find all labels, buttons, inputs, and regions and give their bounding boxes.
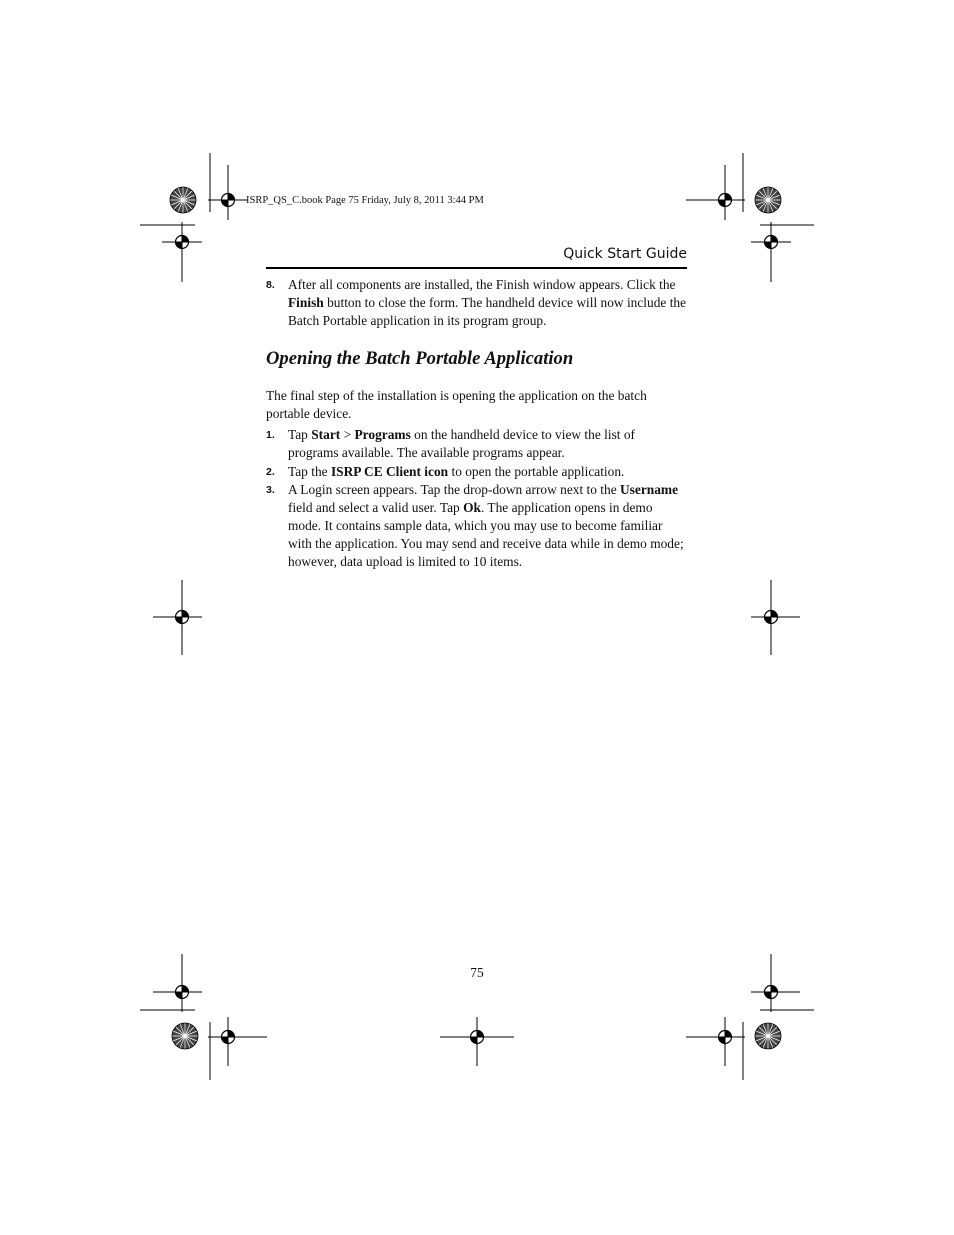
registration-mark-left-lower — [162, 972, 202, 1012]
step-number: 1. — [266, 428, 275, 441]
starburst-mark-bottom-left — [172, 1023, 198, 1049]
running-head: Quick Start Guide — [563, 246, 687, 262]
starburst-mark-bottom-right — [755, 1023, 781, 1049]
step-number: 2. — [266, 465, 275, 478]
step-text: A Login screen appears. Tap the drop-down arrow next to the Username field and select a valid user. Tap Ok. The application opens in demo mode. It contains sample data, which you may use to become familiar with the application. You may send and receive data while in demo mode; however, data upload is limited to 10 items. — [288, 482, 684, 569]
registration-mark-bottom-center — [457, 1017, 497, 1057]
registration-mark-right-lower — [751, 972, 791, 1012]
intro-paragraph: The final step of the installation is opening the application on the batch portable device. — [266, 388, 647, 422]
registration-mark-top-left — [208, 180, 248, 220]
finish-bold: Finish — [288, 294, 324, 310]
registration-mark-right-upper — [751, 222, 791, 262]
page-body — [266, 276, 688, 571]
registration-mark-top-right — [705, 180, 745, 220]
starburst-mark-top-right — [755, 187, 781, 213]
registration-mark-left-upper — [162, 222, 202, 262]
step-3 — [266, 481, 688, 570]
step-8 — [266, 276, 688, 329]
step-text: After all components are installed, the Finish window appears. Click the Finish button to close the form. The handheld device will now include the Batch Portable application in its program group. — [288, 277, 687, 328]
registration-mark-bottom-right — [705, 1017, 745, 1057]
steps-list — [266, 426, 688, 570]
step-number: 8. — [266, 279, 275, 291]
starburst-mark-top-left — [170, 187, 196, 213]
step-text: Tap Start > Programs on the handheld device to view the list of programs available. The available programs appear. — [288, 426, 636, 460]
header-rule — [266, 267, 687, 269]
page-number: 75 — [470, 965, 484, 980]
registration-mark-right-middle — [751, 597, 791, 637]
step-2 — [266, 463, 688, 481]
section-title: Opening the Batch Portable Application — [266, 348, 574, 370]
step-1 — [266, 426, 688, 462]
step-number: 3. — [266, 484, 275, 497]
step-text: Tap the ISRP CE Client icon to open the portable application. — [288, 463, 625, 479]
print-slug: ISRP_QS_C.book Page 75 Friday, July 8, 2011 3:44 PM — [246, 195, 484, 206]
registration-mark-bottom-left — [208, 1017, 248, 1057]
registration-mark-left-middle — [162, 597, 202, 637]
